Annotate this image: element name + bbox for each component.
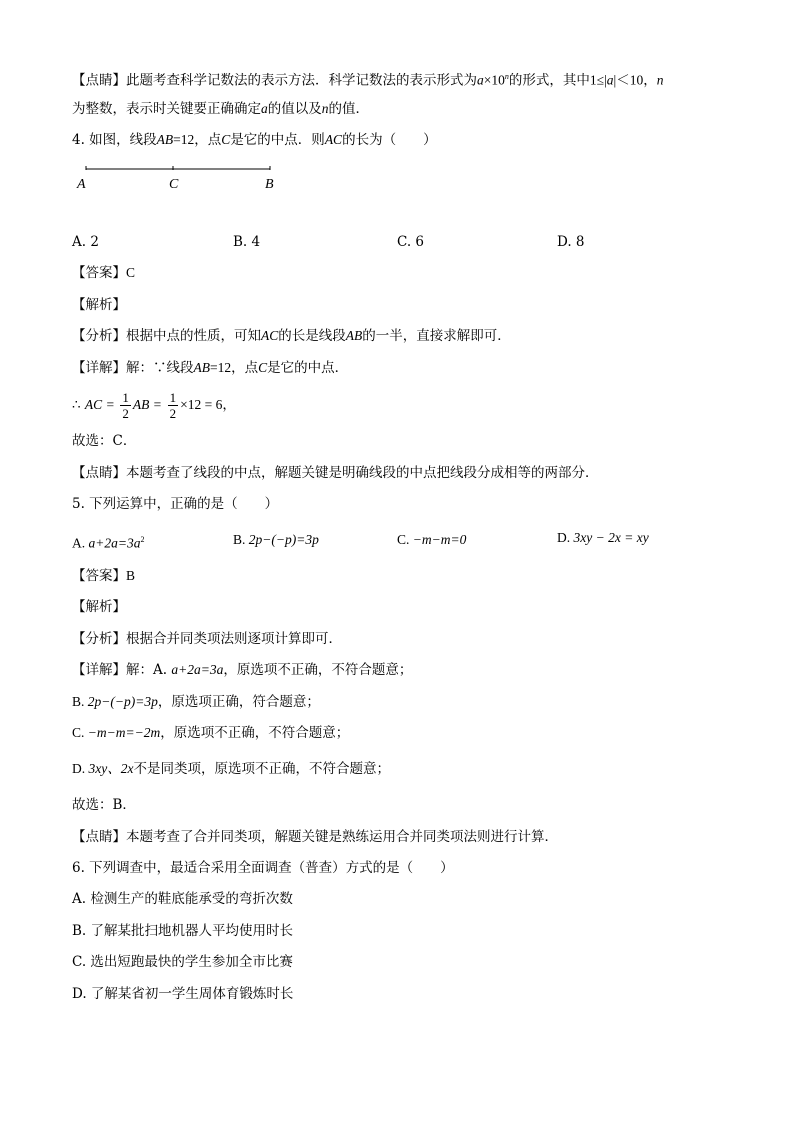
q6-stem: 6. 下列调查中，最适合采用全面调查（普查）方式的是（ ） bbox=[72, 860, 454, 876]
q4-jiexi: 【解析】 bbox=[72, 297, 126, 313]
dianjing-tag: 【点睛】 bbox=[72, 72, 126, 89]
q5-option-c: C. −m−m=0 bbox=[397, 532, 467, 547]
q5-guxuan: 故选：B． bbox=[72, 797, 136, 813]
q4-calc: ∴ AC = $\frac{1}{2}$ AB = $\frac{1}{2}$ ×12 = 6， bbox=[72, 390, 236, 421]
q5-dianjing: 【点睛】本题考查了合并同类项，解题关键是熟练运用合并同类项法则进行计算． bbox=[72, 829, 558, 845]
segment-figure bbox=[72, 160, 292, 196]
q4-option-c: C. 6 bbox=[397, 234, 425, 250]
q6-option-a: A. 检测生产的鞋底能承受的弯折次数 bbox=[72, 891, 293, 907]
q5-xiangjie: 【详解】解：A. a+2a=3a，原选项不正确，不符合题意； bbox=[72, 662, 413, 678]
q5-fenxi: 【分析】根据合并同类项法则逐项计算即可． bbox=[72, 631, 342, 647]
q4-option-d: D. 8 bbox=[557, 234, 585, 250]
q4-stem: 4. 如图，线段AB=12，点C是它的中点．则AC的长为（ ） bbox=[72, 132, 437, 148]
q5-detail-c: C. −m−m=−2m，原选项不正确，不符合题意； bbox=[72, 725, 350, 741]
q5-option-a: A. $a+2a=3a^2$ bbox=[72, 535, 145, 551]
q6-option-c: C. 选出短跑最快的学生参加全市比赛 bbox=[72, 954, 293, 970]
q5-option-d: D. 3xy − 2x = xy bbox=[557, 530, 649, 545]
q4-fenxi: 【分析】根据中点的性质，可知AC的长是线段AB的一半，直接求解即可． bbox=[72, 328, 511, 344]
q5-stem: 5. 下列运算中，正确的是（ ） bbox=[72, 496, 279, 512]
q4-xiangjie: 【详解】解：∵线段AB=12，点C是它的中点． bbox=[72, 360, 349, 376]
dianjing-q3-line2: 为整数，表示时关键要正确确定a的值以及n的值． bbox=[72, 101, 369, 117]
q5-jiexi: 【解析】 bbox=[72, 599, 126, 615]
q5-option-b: B. 2p−(−p)=3p bbox=[233, 532, 319, 547]
dianjing-q3-line1: 【点睛】此题考查科学记数法的表示方法．科学记数法的表示形式为$a\times 10^n$的形式，其中1≤|a|＜10，n bbox=[72, 72, 664, 89]
label-c: C bbox=[169, 177, 179, 192]
q4-option-a: A. 2 bbox=[72, 234, 99, 250]
label-a: A bbox=[77, 177, 86, 192]
q4-answer: 【答案】C bbox=[72, 265, 136, 281]
fraction-half: $\frac{1}{2}$ bbox=[122, 390, 129, 421]
q4-dianjing: 【点睛】本题考查了线段的中点，解题关键是明确线段的中点把线段分成相等的两部分． bbox=[72, 465, 599, 481]
q4-option-b: B. 4 bbox=[233, 234, 261, 250]
q6-option-d: D. 了解某省初一学生周体育锻炼时长 bbox=[72, 986, 294, 1002]
q5-answer: 【答案】B bbox=[72, 568, 136, 584]
label-b: B bbox=[265, 177, 274, 192]
fraction-half-2: $\frac{1}{2}$ bbox=[169, 390, 177, 421]
q6-option-b: B. 了解某批扫地机器人平均使用时长 bbox=[72, 923, 294, 939]
q4-guxuan: 故选：C． bbox=[72, 433, 137, 449]
q5-detail-d: D. 3xy、2x不是同类项，原选项不正确，不符合题意； bbox=[72, 761, 390, 777]
q5-detail-b: B. 2p−(−p)=3p，原选项正确，符合题意； bbox=[72, 694, 320, 710]
